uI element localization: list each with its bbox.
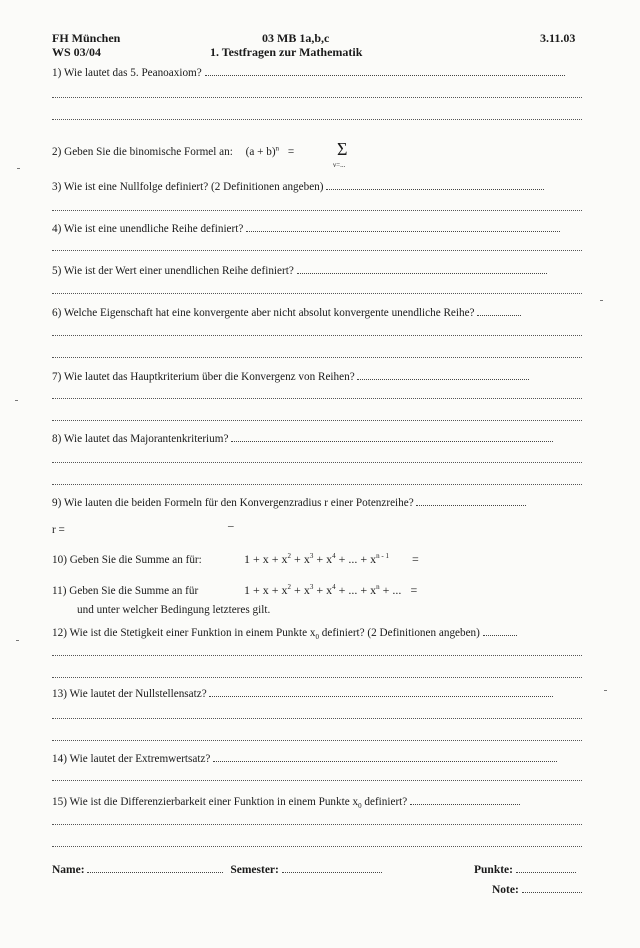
answer-line[interactable] [213, 760, 557, 762]
scan-mark [15, 400, 18, 401]
answer-line[interactable] [52, 398, 582, 399]
question-9 [52, 497, 584, 509]
answer-line[interactable] [209, 695, 553, 697]
question-1 [52, 67, 584, 79]
answer-line[interactable] [246, 230, 560, 232]
answer-line[interactable] [52, 655, 582, 656]
question-6 [52, 307, 584, 319]
answer-line[interactable] [231, 440, 553, 442]
question-8 [52, 433, 584, 445]
scan-mark [604, 690, 607, 691]
radius-r-label: r = [52, 524, 65, 536]
school-name: FH München [52, 31, 121, 45]
question-text: 4) Wie ist eine unendliche Reihe definiert? [52, 223, 244, 235]
answer-line[interactable] [477, 314, 521, 316]
semester-field[interactable] [282, 871, 382, 873]
sigma-index: ν=... [333, 161, 346, 169]
answer-line[interactable] [52, 484, 582, 485]
answer-line[interactable] [52, 335, 582, 336]
question-7 [52, 371, 584, 383]
question-text: 13) Wie lautet der Nullstellensatz? [52, 688, 207, 700]
answer-line[interactable] [52, 718, 582, 719]
answer-line[interactable] [205, 74, 565, 76]
question-13 [52, 688, 584, 700]
sigma-symbol: Σ [337, 139, 348, 159]
points-field[interactable] [516, 871, 576, 873]
semester-field-label: Semester: [230, 864, 279, 876]
question-11: 11) Geben Sie die Summe an für [52, 585, 199, 597]
answer-line[interactable] [416, 504, 526, 506]
answer-line[interactable] [297, 272, 547, 274]
question-12: 12) Wie ist die Stetigkeit einer Funktion in einem Punkte $x_0$ definiert? (2 Definitionen angeben) [52, 627, 584, 639]
answer-line[interactable] [52, 210, 582, 211]
course-code: 03 MB 1a,b,c [262, 31, 330, 45]
question-text: 15) Wie ist die Differenzierbarkeit einer Funktion in einem Punkte x [52, 796, 359, 808]
answer-line[interactable] [52, 250, 582, 251]
answer-line[interactable] [52, 293, 582, 294]
scan-mark [600, 300, 603, 301]
footer-name-row [52, 864, 382, 876]
grade-field[interactable] [522, 891, 582, 893]
question-text: 2) Geben Sie die binomische Formel an: [52, 146, 233, 158]
answer-line[interactable] [52, 462, 582, 463]
question-4 [52, 223, 584, 235]
question-5 [52, 265, 584, 277]
scan-mark [17, 168, 20, 169]
answer-line[interactable] [357, 378, 529, 380]
question-text: 8) Wie lautet das Majorantenkriterium? [52, 433, 229, 445]
answer-line[interactable] [52, 357, 582, 358]
answer-line[interactable] [52, 846, 582, 847]
question-15: 15) Wie ist die Differenzierbarkeit einer Funktion in einem Punkte $x_0$ definiert? [52, 796, 584, 808]
question-text: 6) Welche Eigenschaft hat eine konvergente aber nicht absolut konvergente unendliche Reihe? [52, 307, 475, 319]
question-text: 7) Wie lautet das Hauptkriterium über die Konvergenz von Reihen? [52, 371, 355, 383]
scan-mark [16, 640, 19, 641]
series-10: $1 + x + x^2 + x^3 + x^4$ + ... + $x^{n - 1}$ = [244, 552, 419, 566]
name-field[interactable] [87, 871, 223, 873]
radius-dash: – [228, 520, 234, 532]
answer-line[interactable] [410, 803, 520, 805]
series-11: $1 + x + x^2 + x^3 + x^4$ + ... + $x^n$ + ... = [244, 583, 418, 597]
equals-sign: = [287, 146, 295, 158]
points-label: Punkte: [474, 864, 513, 876]
answer-line[interactable] [52, 420, 582, 421]
answer-line[interactable] [52, 824, 582, 825]
question-text: 3) Wie ist eine Nullfolge definiert? (2 Definitionen angeben) [52, 181, 324, 193]
semester-label: WS 03/04 [52, 45, 102, 59]
question-text: 12) Wie ist die Stetigkeit einer Funktion in einem Punkte x [52, 627, 316, 639]
grade-label: Note: [492, 884, 519, 896]
answer-line[interactable] [52, 97, 582, 98]
question-text: 14) Wie lautet der Extremwertsatz? [52, 753, 211, 765]
answer-line[interactable] [52, 780, 582, 781]
sheet-title: 1. Testfragen zur Mathematik [210, 45, 363, 59]
question-2 [52, 146, 294, 158]
question-11-condition: und unter welcher Bedingung letzteres gilt. [77, 604, 271, 616]
answer-line[interactable] [52, 119, 582, 120]
question-3 [52, 181, 584, 193]
question-text: 9) Wie lauten die beiden Formeln für den Konvergenzradius r einer Potenzreihe? [52, 497, 414, 509]
question-text: 1) Wie lautet das 5. Peanoaxiom? [52, 67, 202, 79]
sheet-date: 3.11.03 [540, 31, 576, 45]
name-label: Name: [52, 864, 85, 876]
binomial-formula: $(a + b)^n$ [245, 144, 280, 158]
question-14 [52, 753, 584, 765]
footer-points-row [474, 864, 576, 876]
question-text: 5) Wie ist der Wert einer unendlichen Reihe definiert? [52, 265, 294, 277]
answer-line[interactable] [483, 634, 517, 636]
question-10: 10) Geben Sie die Summe an für: [52, 554, 202, 566]
answer-line[interactable] [326, 188, 544, 190]
answer-line[interactable] [52, 740, 582, 741]
footer-grade-row [492, 884, 582, 896]
answer-line[interactable] [52, 677, 582, 678]
